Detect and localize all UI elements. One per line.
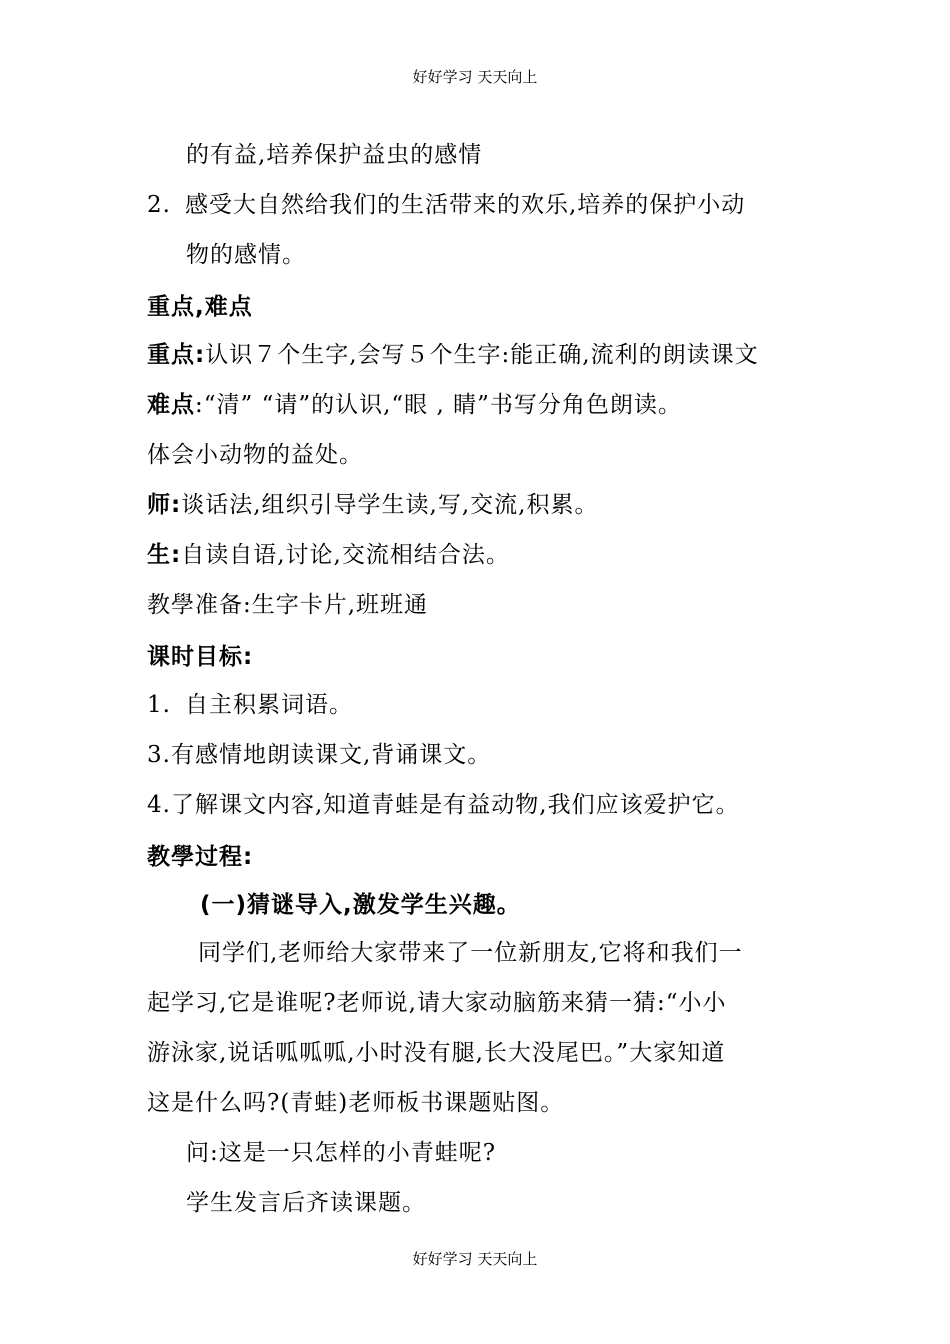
heading-lesson-goals: 课时目标: [147, 644, 254, 670]
question-line: 问:这是一只怎样的小青蛙呢? [186, 1140, 497, 1166]
teacher-label: 师: [147, 492, 182, 518]
teacher-method-line [147, 486, 598, 519]
text-line: 的有益,培养保护益虫的感情 [186, 142, 483, 168]
key-point-line [147, 336, 759, 369]
list-text: 自主积累词语。 [185, 692, 353, 718]
heading-teaching-process: 教學过程: [147, 844, 254, 870]
paragraph-line: 同学们,老师给大家带来了一位新朋友,它将和我们一 [198, 940, 743, 966]
text-line: 学生发言后齐读课题。 [186, 1190, 426, 1216]
list-item-2 [147, 186, 745, 219]
paragraph-line: 这是什么吗?(青蛙)老师板书课题贴图。 [147, 1090, 565, 1116]
paragraph-line: 起学习,它是谁呢?老师说,请大家动脑筋来猜一猜:“小小 [147, 990, 727, 1016]
text-line: 物的感情。 [186, 242, 306, 268]
difficulty-line [147, 386, 682, 419]
list-number: 2. [147, 192, 171, 218]
teacher-text: 谈话法,组织引导学生读,写,交流,积累。 [181, 492, 599, 518]
goal-item-1 [147, 686, 353, 719]
page-header: 好好学习 天天向上 [412, 68, 538, 86]
page-footer: 好好学习 天天向上 [412, 1250, 538, 1268]
student-text: 自读自语,讨论,交流相结合法。 [181, 542, 510, 568]
heading-key-points: 重点,难点 [147, 294, 253, 320]
key-label: 重点: [147, 342, 206, 368]
goal-item-3: 3.有感情地朗读课文,背诵课文。 [147, 742, 492, 768]
key-text: 认识７个生字,会写５个生字:能正确,流利的朗读课文 [205, 342, 759, 368]
difficulty-label: 难点 [147, 392, 195, 418]
text-line: 体会小动物的益处。 [147, 442, 363, 468]
student-method-line [147, 536, 510, 569]
difficulty-text: :“清” “请”的认识,“眼 , 睛”书写分角色朗读。 [195, 392, 682, 418]
section-heading: (一)猜谜导入,激发学生兴趣。 [200, 892, 521, 918]
list-number: 1. [147, 692, 171, 718]
student-label: 生: [147, 542, 182, 568]
goal-item-4: 4.了解课文内容,知道青蛙是有益动物,我们应该爱护它。 [147, 792, 740, 818]
preparation-line: 教學准备:生字卡片,班班通 [147, 592, 429, 618]
list-text: 感受大自然给我们的生活带来的欢乐,培养的保护小动 [185, 192, 746, 218]
paragraph-line: 游泳家,说话呱呱呱,小时没有腿,长大没尾巴。”大家知道 [147, 1040, 726, 1066]
